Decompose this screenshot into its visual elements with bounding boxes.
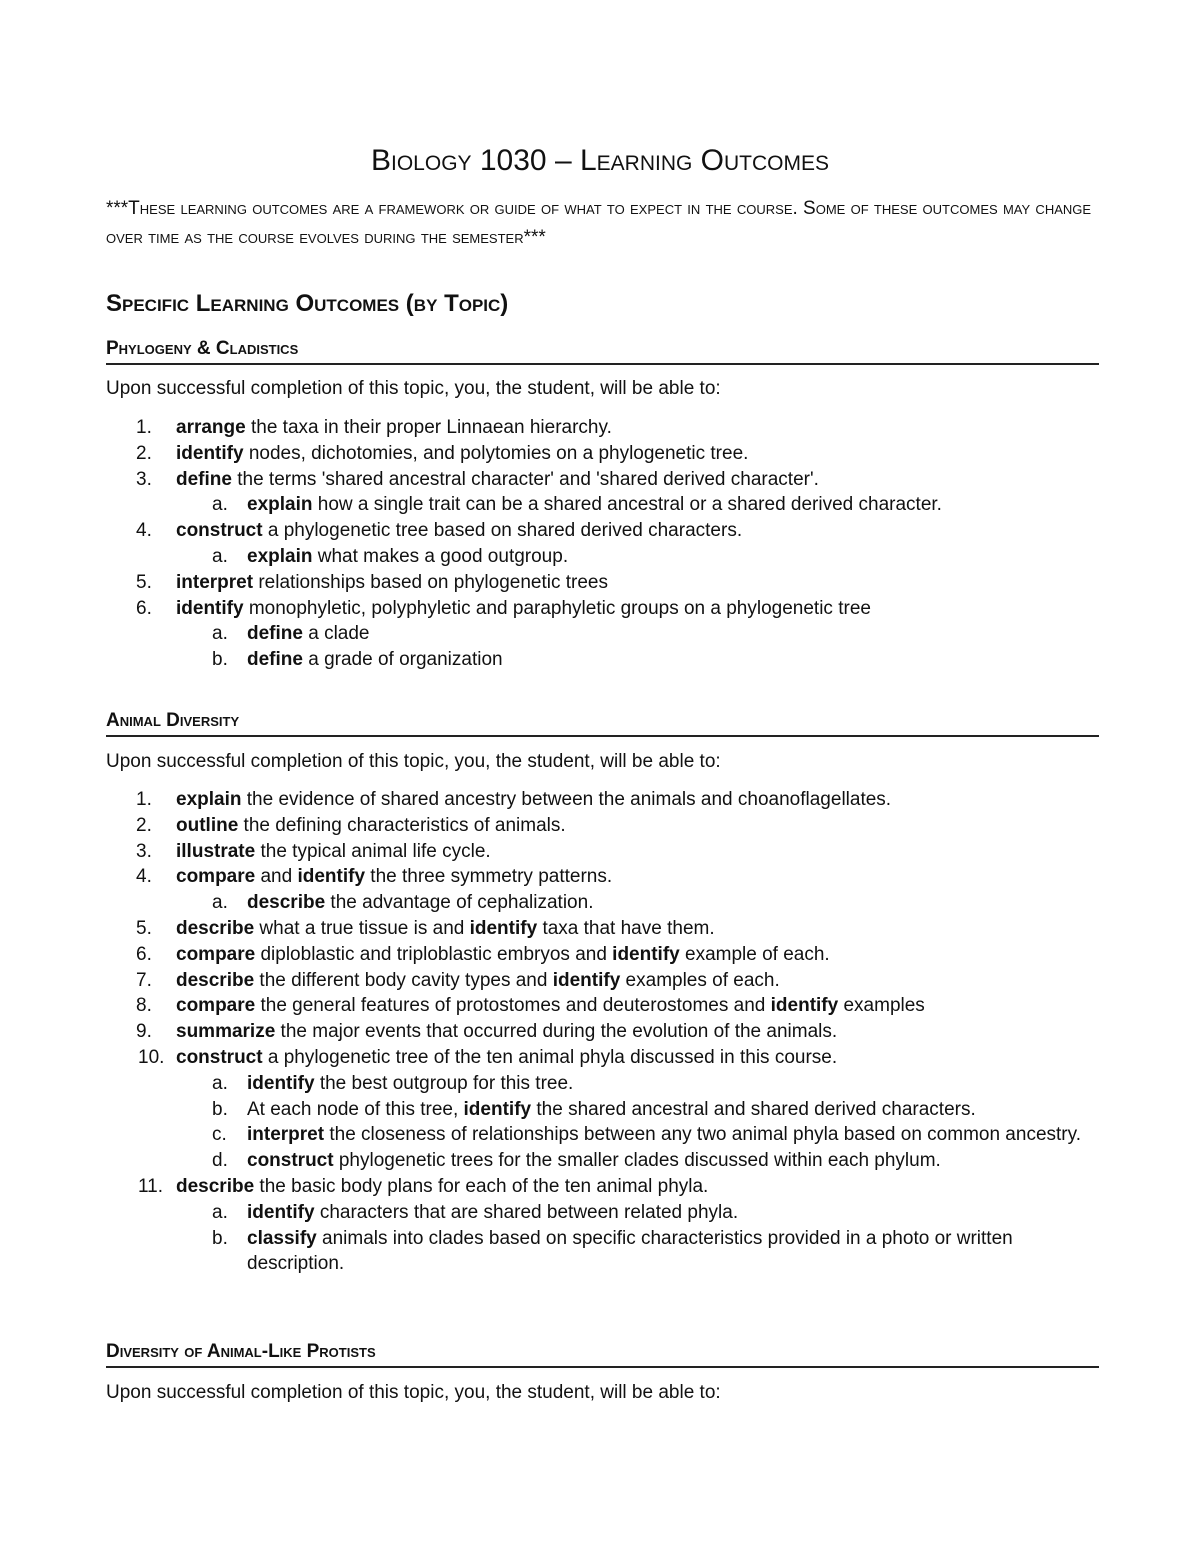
item-number: a.: [212, 1072, 228, 1094]
item-number: 6.: [136, 943, 152, 965]
outcome-text: the general features of protostomes and deuterostomes and: [255, 995, 771, 1017]
outcome-item: [106, 864, 1106, 890]
outcome-text: characters that are shared between related phyla.: [314, 1201, 739, 1223]
outcome-text: At each node of this tree,: [247, 1098, 464, 1120]
outcome-item: [106, 813, 1106, 839]
item-number: 1.: [136, 417, 152, 438]
outcome-text: the evidence of shared ancestry between the animals and choanoflagellates.: [241, 789, 892, 810]
action-verb: identify: [176, 442, 244, 464]
outcome-text: and: [255, 866, 298, 888]
section-intro-phylogeny: Upon successful completion of this topic, you, the student, will be able to:: [106, 378, 721, 399]
item-number: 1.: [136, 789, 152, 810]
outcome-item: [106, 1045, 1106, 1071]
action-verb: identify: [176, 597, 244, 619]
action-verb: explain: [247, 494, 313, 516]
outcome-item: [106, 942, 1106, 968]
outcome-text: what makes a good outgroup.: [312, 545, 569, 567]
action-verb: compare: [176, 943, 256, 965]
action-verb: compare: [176, 995, 256, 1017]
outcome-item: [106, 467, 1106, 493]
outcome-item: [106, 1019, 1106, 1045]
action-verb: explain: [247, 545, 313, 567]
outcome-text: a grade of organization: [302, 649, 503, 671]
action-verb: construct: [176, 1046, 263, 1068]
item-number: 2.: [136, 442, 152, 464]
item-number: b.: [212, 1098, 228, 1120]
action-verb: identify: [469, 917, 538, 939]
action-verb: identify: [247, 1072, 315, 1094]
action-verb: describe: [176, 1175, 255, 1197]
disclaimer-note: ***These learning outcomes are a framework or guide of what to expect in the course. Some of these outcomes may change over time as the course evolves during the semester***: [106, 198, 1092, 248]
action-verb: identify: [770, 995, 839, 1017]
sub-outcome-item: [106, 1097, 1106, 1123]
action-verb: identify: [247, 1201, 315, 1223]
item-number: 3.: [136, 840, 152, 862]
outcome-text: how a single trait can be a shared ancestral or a shared derived character.: [312, 494, 942, 516]
outcome-text: examples: [838, 995, 925, 1017]
outcome-text: the major events that occurred during the evolution of the animals.: [275, 1021, 838, 1043]
sub-outcome-item: [106, 890, 1106, 916]
action-verb: define: [247, 623, 303, 645]
action-verb: identify: [463, 1098, 532, 1120]
sub-outcome-item: [106, 647, 1106, 673]
outcome-text: the different body cavity types and: [254, 969, 553, 991]
item-number: 5.: [136, 917, 152, 939]
sub-outcome-item: [106, 1071, 1106, 1097]
item-number: 11.: [138, 1175, 164, 1197]
item-number: a.: [212, 623, 228, 645]
outcome-item: [106, 993, 1106, 1019]
item-number: 10.: [138, 1046, 165, 1068]
sub-outcome-item: [106, 1148, 1106, 1174]
outcome-text: a phylogenetic tree based on shared derived characters.: [262, 520, 743, 542]
sub-outcome-item: [106, 492, 1106, 518]
outcome-text: the basic body plans for each of the ten animal phyla.: [254, 1175, 709, 1197]
outcome-item: [106, 441, 1106, 467]
action-verb: interpret: [247, 1124, 325, 1146]
outcome-text: diploblastic and triploblastic embryos and: [255, 943, 613, 965]
outcome-text: the terms 'shared ancestral character' and 'shared derived character'.: [231, 468, 819, 490]
outcome-text: the taxa in their proper Linnaean hierarchy.: [245, 417, 612, 438]
sub-outcome-item: [106, 1226, 1106, 1278]
sub-outcome-item: [106, 621, 1106, 647]
item-number: a.: [212, 892, 228, 914]
outcome-item: [106, 518, 1106, 544]
action-verb: explain: [176, 789, 242, 810]
outcome-item: [106, 1174, 1106, 1200]
item-number: 5.: [136, 571, 152, 593]
outcome-item: [106, 596, 1106, 622]
outcome-list-animal-diversity: [106, 787, 1106, 1277]
outcome-item: [106, 787, 1106, 813]
section-intro-animal-diversity: Upon successful completion of this topic, you, the student, will be able to:: [106, 751, 721, 772]
action-verb: summarize: [176, 1021, 276, 1043]
action-verb: construct: [176, 520, 263, 542]
action-verb: identify: [552, 969, 621, 991]
outcome-text: relationships based on phylogenetic trees: [253, 571, 608, 593]
action-verb: classify: [247, 1227, 317, 1249]
outcome-text: monophyletic, polyphyletic and paraphyletic groups on a phylogenetic tree: [243, 597, 871, 619]
outcome-item: [106, 916, 1106, 942]
outcome-list-phylogeny: [106, 415, 1106, 673]
outcome-text: the closeness of relationships between any two animal phyla based on common ancestry.: [324, 1124, 1081, 1146]
action-verb: interpret: [176, 571, 254, 593]
outcome-text: phylogenetic trees for the smaller clades discussed within each phylum.: [333, 1150, 941, 1172]
action-verb: illustrate: [176, 840, 256, 862]
outcome-text: the best outgroup for this tree.: [314, 1072, 574, 1094]
sub-outcome-item: [106, 1200, 1106, 1226]
action-verb: identify: [612, 943, 680, 965]
outcome-item: [106, 839, 1106, 865]
action-verb: define: [247, 649, 303, 671]
item-number: 9.: [136, 1021, 152, 1043]
outcome-text: what a true tissue is and: [254, 917, 470, 939]
outcome-text: the defining characteristics of animals.: [238, 814, 566, 836]
action-verb: outline: [176, 814, 239, 836]
action-verb: arrange: [176, 417, 246, 438]
item-number: 7.: [136, 969, 152, 991]
sub-outcome-item: [106, 1122, 1106, 1148]
outcome-text: the shared ancestral and shared derived characters.: [531, 1098, 976, 1120]
specific-outcomes-heading: Specific Learning Outcomes (by Topic): [106, 290, 509, 317]
item-number: d.: [212, 1150, 228, 1172]
sub-outcome-item: [106, 544, 1106, 570]
item-number: 6.: [136, 597, 152, 619]
item-number: c.: [212, 1124, 227, 1146]
section-heading-protists: Diversity of Animal-Like Protists: [106, 1341, 1099, 1368]
outcome-text: animals into clades based on specific characteristics provided in a photo or written description.: [247, 1227, 1013, 1275]
outcome-text: a clade: [302, 623, 370, 645]
action-verb: compare: [176, 866, 256, 888]
document-title: Biology 1030 – Learning Outcomes: [371, 144, 829, 177]
item-number: a.: [212, 545, 228, 567]
item-number: a.: [212, 1201, 228, 1223]
action-verb: describe: [176, 969, 255, 991]
action-verb: define: [176, 468, 232, 490]
section-intro-protists: Upon successful completion of this topic, you, the student, will be able to:: [106, 1382, 721, 1403]
item-number: 2.: [136, 814, 152, 836]
outcome-text: the advantage of cephalization.: [325, 892, 594, 914]
item-number: a.: [212, 494, 228, 516]
outcome-text: a phylogenetic tree of the ten animal phyla discussed in this course.: [262, 1046, 838, 1068]
outcome-text: examples of each.: [620, 969, 780, 991]
outcome-item: [106, 968, 1106, 994]
outcome-text: the typical animal life cycle.: [255, 840, 491, 862]
action-verb: describe: [176, 917, 255, 939]
outcome-item: [106, 570, 1106, 596]
item-number: b.: [212, 649, 228, 671]
outcome-text: the three symmetry patterns.: [365, 866, 613, 888]
action-verb: describe: [247, 892, 326, 914]
section-heading-animal-diversity: Animal Diversity: [106, 710, 1099, 737]
item-number: 3.: [136, 468, 152, 490]
action-verb: construct: [247, 1150, 334, 1172]
item-number: 8.: [136, 995, 152, 1017]
item-number: 4.: [136, 520, 152, 542]
outcome-text: taxa that have them.: [537, 917, 715, 939]
outcome-text: nodes, dichotomies, and polytomies on a phylogenetic tree.: [243, 442, 749, 464]
section-heading-phylogeny: Phylogeny & Cladistics: [106, 338, 1099, 365]
item-number: b.: [212, 1227, 228, 1249]
outcome-text: example of each.: [679, 943, 830, 965]
item-number: 4.: [136, 866, 152, 888]
action-verb: identify: [297, 866, 366, 888]
outcome-item: [106, 415, 1106, 441]
